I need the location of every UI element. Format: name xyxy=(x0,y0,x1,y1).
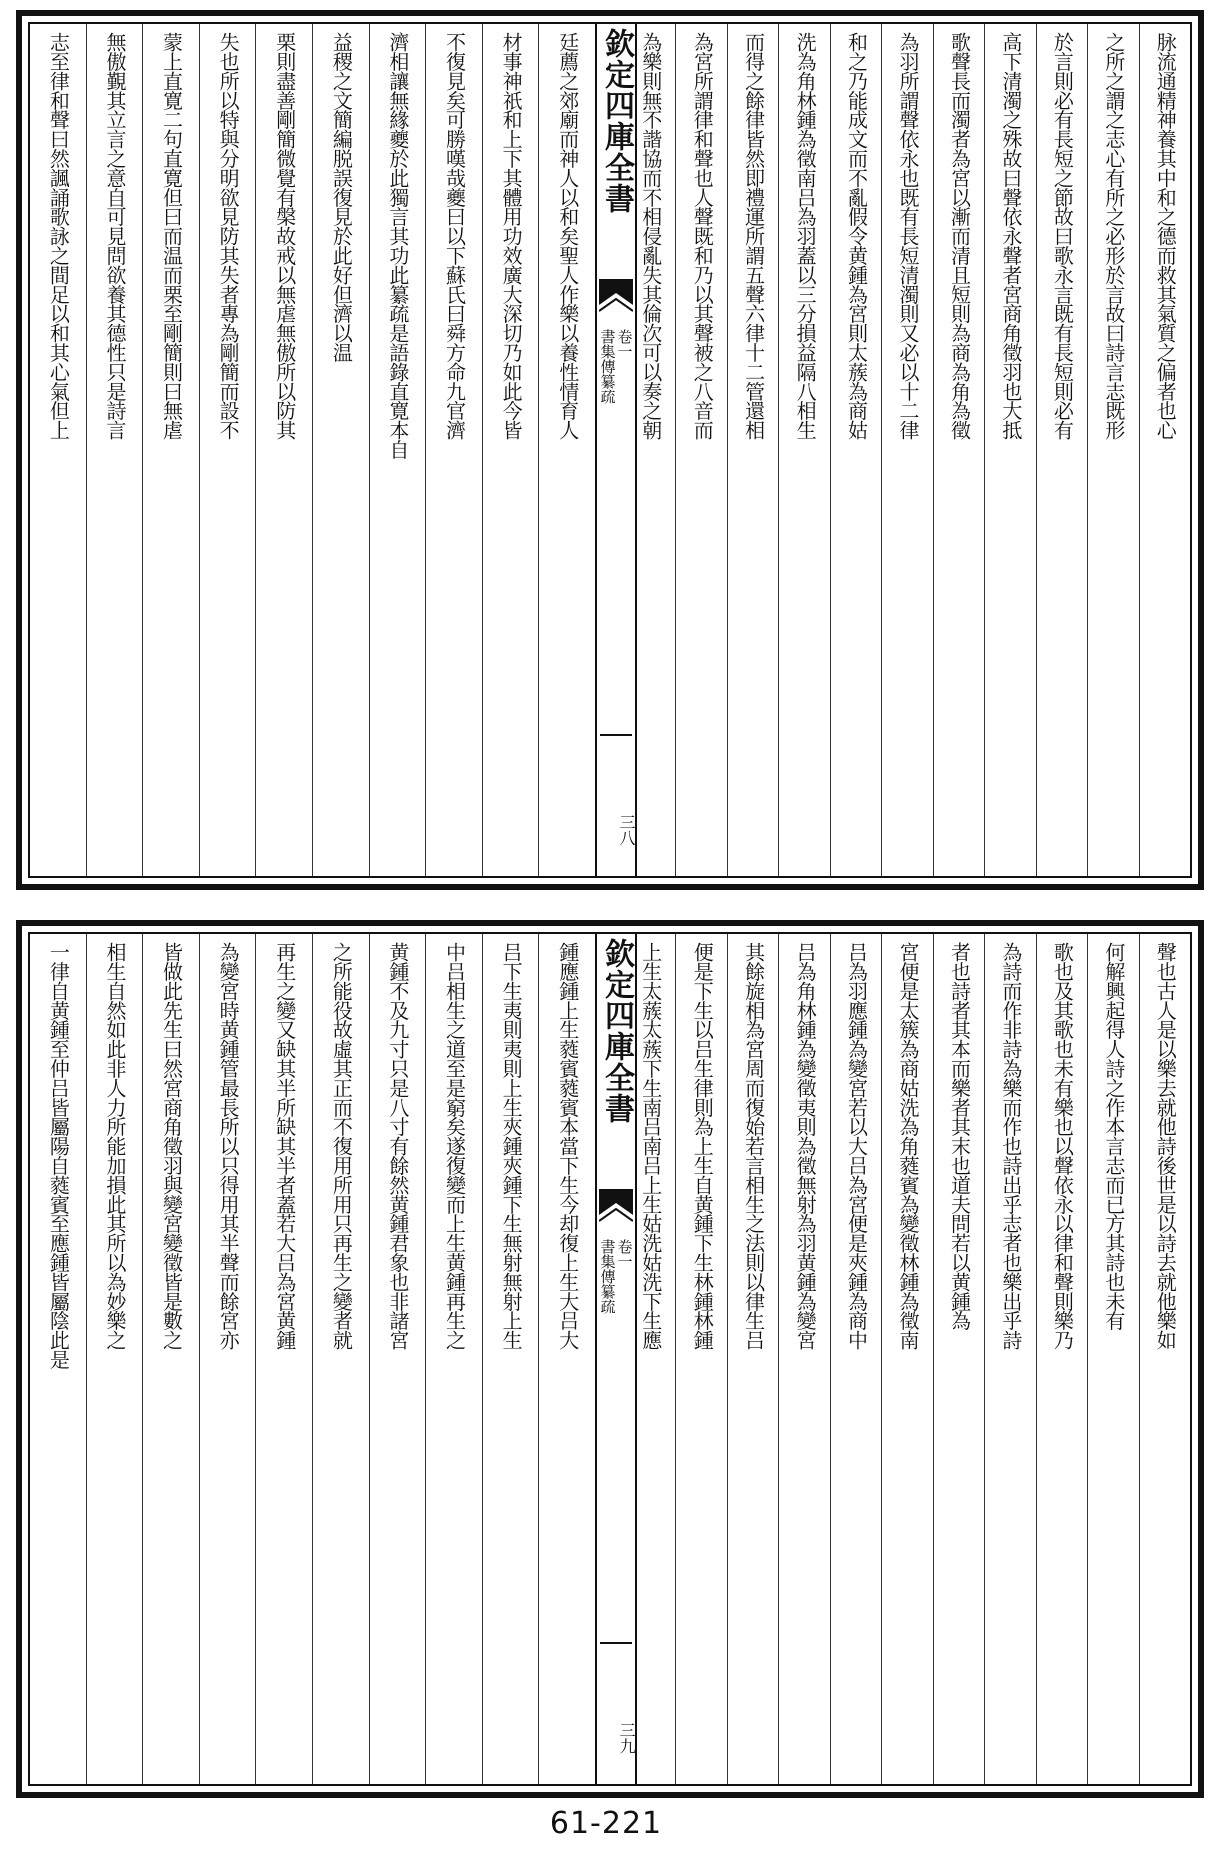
column-text: 為羽所謂聲依永也既有長短清濁則又必以十二律 xyxy=(896,32,920,440)
text-column xyxy=(425,934,482,1784)
column-text: 脉流通精神養其中和之德而救其氣質之偏者也心 xyxy=(1153,32,1178,440)
column-text: 濟相讓無緣夔於此獨言其功此纂疏是語錄直寛本自 xyxy=(385,32,410,459)
gutter-rule xyxy=(600,1642,632,1644)
gutter-rule xyxy=(600,734,632,736)
text-column xyxy=(30,24,86,876)
column-text: 歌聲長而濁者為宮以漸而清且短則為商為角為徵 xyxy=(947,32,972,440)
text-column xyxy=(778,24,829,876)
column-text: 為樂則無不諧協而不相侵亂失其倫次可以奏之朝 xyxy=(638,32,663,440)
column-text: 栗則盡善剛簡微覺有槃故戒以無虐無傲所以防其 xyxy=(272,32,297,440)
center-gutter xyxy=(595,934,637,1784)
book-subtitle xyxy=(597,329,635,404)
text-column xyxy=(830,24,881,876)
text-column xyxy=(86,24,143,876)
column-text: 不復見矣可勝嘆哉夔曰以下蘇氏曰舜方命九官濟 xyxy=(442,32,467,440)
column-text: 材事神祇和上下其體用功效廣大深切乃如此今皆 xyxy=(499,32,524,440)
book-name: 書集傳纂疏 xyxy=(598,1239,617,1314)
text-column xyxy=(86,934,143,1784)
text-column xyxy=(142,24,199,876)
juan-label: 卷一 xyxy=(615,1239,634,1269)
column-text: 廷薦之郊廟而神人以和矣聖人作樂以養性情育人 xyxy=(555,32,580,440)
text-column xyxy=(538,24,595,876)
column-text: 黄鍾不及九寸只是八寸有餘然黄鍾君象也非諸宮 xyxy=(385,942,410,1350)
text-column xyxy=(1139,24,1190,876)
text-column xyxy=(255,24,312,876)
folio-number: 三八 xyxy=(617,814,636,846)
text-column xyxy=(1139,934,1190,1784)
text-column xyxy=(1036,24,1087,876)
column-text: 中吕相生之道至是窮矣遂復變而上生黄鍾再生之 xyxy=(442,942,467,1350)
text-column xyxy=(369,24,426,876)
column-text: 鍾應鍾上生蕤賓蕤賓本當下生今却復上生大吕大 xyxy=(555,942,580,1350)
text-column xyxy=(142,934,199,1784)
column-text: 之所之謂之志心有所之必形於言故曰詩言志既形 xyxy=(1101,32,1126,440)
book-subtitle xyxy=(597,1239,635,1314)
text-column xyxy=(482,934,539,1784)
column-text: 為宮所謂律和聲也人聲既和乃以其聲被之八音而 xyxy=(690,32,715,440)
text-column xyxy=(312,24,369,876)
text-columns-left xyxy=(30,934,595,1784)
text-columns-right xyxy=(625,934,1190,1784)
juan-label: 卷一 xyxy=(615,329,634,359)
column-text: 益稷之文簡編脱誤復見於此好但濟以温 xyxy=(329,32,354,362)
fishtail-icon xyxy=(599,279,633,319)
column-text: 志至律和聲曰然諷誦歌詠之間足以和其心氣但上 xyxy=(46,32,71,440)
column-text: 一律自黄鍾至仲吕皆屬陽自蕤賓至應鍾皆屬陰此是 xyxy=(46,942,71,1369)
book-title: 欽定四庫全書 xyxy=(599,28,634,214)
column-text: 無傲覲其立言之意自可見問欲養其德性只是詩言 xyxy=(102,32,127,440)
column-text: 宮便是太簇為商姑洗為角蕤賓為變徵林鍾為徵南 xyxy=(896,942,920,1350)
text-column xyxy=(30,934,86,1784)
text-column xyxy=(538,934,595,1784)
column-text: 其餘旋相為宮周而復始若言相生之法則以律生吕 xyxy=(741,942,766,1350)
page-spread-bottom xyxy=(16,920,1204,1798)
text-column xyxy=(933,24,984,876)
column-text: 蒙上直寛二句直寛但曰而温而栗至剛簡則曰無虐 xyxy=(159,32,184,440)
text-column xyxy=(933,934,984,1784)
column-text: 而得之餘律皆然即禮運所謂五聲六律十二管還相 xyxy=(741,32,766,440)
column-text: 之所能役故虛其正而不復用所用只再生之變者就 xyxy=(329,942,354,1350)
text-column xyxy=(1036,934,1087,1784)
column-text: 於言則必有長短之節故曰歌永言既有長短則必有 xyxy=(1050,32,1075,440)
column-text: 歌也及其歌也未有樂也以聲依永以律和聲則樂乃 xyxy=(1050,942,1075,1350)
text-column xyxy=(199,934,256,1784)
column-text: 何解興起得人詩之作本言志而已方其詩也未有 xyxy=(1101,942,1126,1331)
center-gutter xyxy=(595,24,637,876)
book-name: 書集傳纂疏 xyxy=(598,329,617,404)
column-text: 相生自然如此非人力所能加損此其所以為妙樂之 xyxy=(102,942,127,1350)
column-text: 吕為角林鍾為變徵夷則為徵無射為羽黄鍾為變宮 xyxy=(793,942,818,1350)
text-column xyxy=(312,934,369,1784)
column-text: 再生之變又缺其半所缺其半者蓋若大吕為宮黄鍾 xyxy=(272,942,297,1350)
text-column xyxy=(675,934,726,1784)
column-text: 者也詩者其本而樂者其末也道夫問若以黄鍾為 xyxy=(947,942,972,1331)
text-column xyxy=(255,934,312,1784)
text-column xyxy=(881,934,932,1784)
folio-number: 三九 xyxy=(617,1722,636,1754)
column-text: 為變宮時黄鍾管最長所以只得用其半聲而餘宮亦 xyxy=(216,942,241,1350)
text-column xyxy=(675,24,726,876)
inner-frame xyxy=(28,22,1192,878)
text-column xyxy=(199,24,256,876)
book-title: 欽定四庫全書 xyxy=(599,938,634,1124)
text-column xyxy=(1087,934,1138,1784)
text-column xyxy=(369,934,426,1784)
page-spread-top xyxy=(16,10,1204,890)
text-column xyxy=(984,934,1035,1784)
column-text: 和之乃能成文而不亂假令黄鍾為宮則太蔟為商姑 xyxy=(844,32,869,440)
inner-frame xyxy=(28,932,1192,1786)
column-text: 洗為角林鍾為徵南吕為羽蓋以三分損益隔八相生 xyxy=(793,32,818,440)
text-column xyxy=(984,24,1035,876)
column-text: 皆做此先生曰然宮商角徵羽與變宮變徵皆是數之 xyxy=(159,942,184,1350)
text-columns-left xyxy=(30,24,595,876)
column-text: 失也所以特與分明欲見防其失者專為剛簡而設不 xyxy=(216,32,241,440)
column-text: 聲也古人是以樂去就他詩後世是以詩去就他樂如 xyxy=(1153,942,1178,1350)
fishtail-icon xyxy=(599,1189,633,1229)
text-column xyxy=(830,934,881,1784)
column-text: 上生太蔟太蔟下生南吕南吕上生姑洗姑洗下生應 xyxy=(638,942,663,1350)
column-text: 吕為羽應鍾為變宮若以大吕為宮便是夾鍾為商中 xyxy=(844,942,869,1350)
text-column xyxy=(1087,24,1138,876)
text-column xyxy=(482,24,539,876)
text-column xyxy=(778,934,829,1784)
text-column xyxy=(727,934,778,1784)
plate-number: 61-221 xyxy=(549,1806,663,1841)
text-column xyxy=(881,24,932,876)
column-text: 便是下生以吕生律則為上生自黄鍾下生林鍾林鍾 xyxy=(690,942,715,1350)
column-text: 高下清濁之殊故曰聲依永聲者宮商角徵羽也大抵 xyxy=(998,32,1023,440)
column-text: 為詩而作非詩為樂而作也詩出乎志者也樂出乎詩 xyxy=(998,942,1023,1350)
text-column xyxy=(727,24,778,876)
text-columns-right xyxy=(625,24,1190,876)
text-column xyxy=(425,24,482,876)
column-text: 吕下生夷則夷則上生夾鍾夾鍾下生無射無射上生 xyxy=(499,942,524,1350)
